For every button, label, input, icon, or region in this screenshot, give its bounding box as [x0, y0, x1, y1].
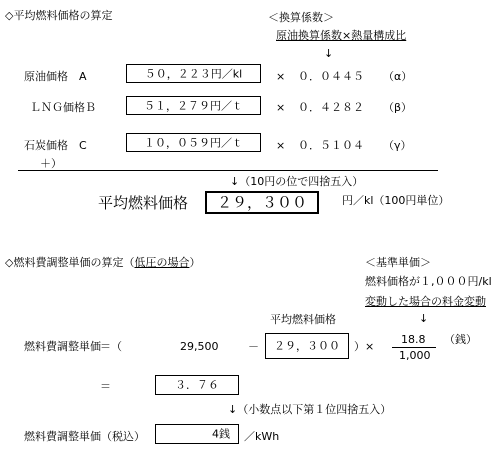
result-value: ３．７６ [175, 378, 219, 392]
base-header: ＜基準単価＞ [365, 256, 431, 269]
avg-fuel-price-label-2: 平均燃料価格 [270, 313, 336, 326]
rounding-note-decimal: ↓（小数点以下第１位四捨五入） [228, 403, 392, 416]
greek-gamma: （γ） [383, 139, 412, 152]
sum-divider [18, 170, 438, 171]
close-times: ）× [354, 340, 375, 353]
greek-beta: （β） [383, 101, 413, 114]
taxed-unit: ／kWh [244, 430, 280, 443]
fraction-numerator: 18.8 [401, 333, 426, 346]
row-label-lng: ＬＮＧ価格Ｂ [30, 101, 96, 114]
taxed-label: 燃料費調整単価（税込） [24, 430, 145, 443]
avg-fuel-price-value-2: ２９，３００ [274, 339, 340, 353]
unit-price-label: 燃料費調整単価 [24, 340, 101, 353]
equals-open: ＝（ [100, 340, 122, 353]
price-lng: ５１，２７９円／ｔ [144, 99, 243, 112]
taxed-box [155, 424, 239, 444]
row-label-coal: 石炭価格 C [24, 139, 87, 152]
price-coal: １０，０５９円／ｔ [144, 136, 243, 149]
sen-unit: （銭） [444, 333, 477, 346]
times-sign: × [276, 101, 286, 114]
times-sign: × [276, 70, 286, 83]
base-value: 29,500 [180, 340, 219, 353]
base-line1: 燃料価格が１,０００円/kl [365, 275, 492, 288]
avg-fuel-price-box [205, 191, 319, 214]
section1-title: ◇平均燃料価格の算定 [5, 9, 113, 22]
coef-gamma: ０．５１０４ [298, 139, 364, 152]
fraction-denominator: 1,000 [399, 349, 431, 362]
avg-fuel-price-box-2 [265, 333, 349, 359]
avg-fuel-price-label: 平均燃料価格 [98, 194, 189, 212]
times-sign: × [276, 139, 286, 152]
price-crude: ５０，２２３円／kl [144, 67, 243, 80]
price-box-coal [126, 133, 261, 152]
price-box-crude [126, 64, 261, 83]
coef-alpha: ０．０４４５ [298, 70, 364, 83]
section2-title-underlined: 低圧の場合 [134, 256, 190, 269]
minus-sign: － [248, 340, 259, 353]
price-box-lng [126, 96, 261, 115]
down-arrow-icon: ↓ [419, 312, 429, 325]
plus-note: ＋） [40, 157, 62, 170]
greek-alpha: （α） [383, 70, 413, 83]
avg-fuel-price-value: ２９，３００ [216, 193, 307, 211]
section2-title-text: ◇燃料費調整単価の算定（ [5, 256, 135, 269]
coef-subheader: 原油換算係数×熱量構成比 [276, 29, 407, 42]
down-arrow-icon: ↓ [324, 47, 334, 60]
coef-header: ＜換算係数＞ [268, 11, 334, 24]
avg-fuel-price-unit: 円／kl（100円単位） [342, 194, 450, 207]
coef-beta: ０．４２８２ [298, 101, 364, 114]
fraction-bar [392, 347, 436, 348]
row-label-crude: 原油価格 A [24, 70, 87, 83]
equals-sign: ＝ [100, 380, 111, 393]
section2-title: ◇燃料費調整単価の算定（低圧の場合） [5, 256, 201, 269]
rounding-note-10yen: ↓（10円の位で四捨五入） [230, 175, 364, 188]
result-box [155, 375, 239, 395]
taxed-value: 4銭 [212, 427, 230, 441]
base-line2: 変動した場合の料金変動 [365, 295, 486, 308]
